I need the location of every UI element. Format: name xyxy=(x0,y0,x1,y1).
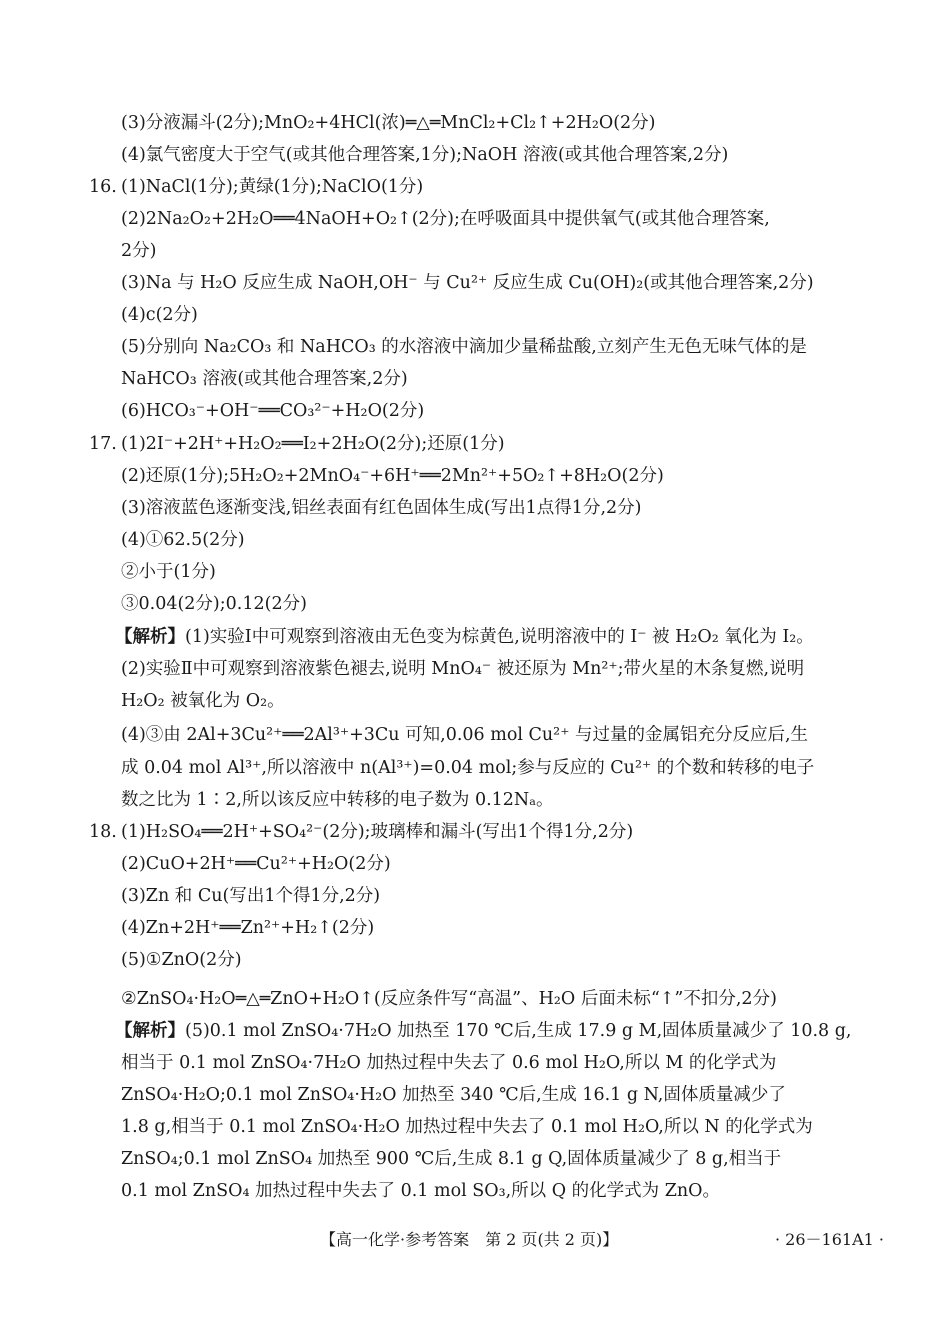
footer-code: · 26－161A1 · xyxy=(775,1230,884,1249)
text-line: ZnSO₄;0.1 mol ZnSO₄ 加热至 900 ℃后,生成 8.1 g Q,固体质量减少了 8 g,相当于 xyxy=(121,1149,782,1169)
text-line: (4)c(2分) xyxy=(121,305,198,325)
text-line: (5)①ZnO(2分) xyxy=(121,950,242,970)
text-line: (4)氯气密度大于空气(或其他合理答案,1分);NaOH 溶液(或其他合理答案,2分) xyxy=(121,145,729,165)
text-line: (5)0.1 mol ZnSO₄·7H₂O 加热至 170 ℃后,生成 17.9 g M,固体质量减少了 10.8 g, xyxy=(185,1021,852,1041)
text-line: (1)NaCl(1分);黄绿(1分);NaClO(1分) xyxy=(121,177,424,197)
text-line: 数之比为 1∶2,所以该反应中转移的电子数为 0.12Nₐ。 xyxy=(121,790,554,810)
text-line: ②ZnSO₄·H₂O═△═ZnO+H₂O↑(反应条件写“高温”、H₂O 后面未标“↑”不扣分,2分) xyxy=(121,989,777,1009)
text-line: NaHCO₃ 溶液(或其他合理答案,2分) xyxy=(121,369,408,389)
text-line: (1)实验Ⅰ中可观察到溶液由无色变为棕黄色,说明溶液中的 I⁻ 被 H₂O₂ 氧化为 I₂。 xyxy=(185,627,814,647)
footer-title: 【高一化学·参考答案 第 2 页(共 2 页)】 xyxy=(320,1230,619,1249)
text-line: 1.8 g,相当于 0.1 mol ZnSO₄·H₂O 加热过程中失去了 0.1 mol H₂O,所以 N 的化学式为 xyxy=(121,1117,813,1137)
question-number-17: 17. xyxy=(89,434,117,454)
text-line: H₂O₂ 被氧化为 O₂。 xyxy=(121,691,285,711)
text-line: 相当于 0.1 mol ZnSO₄·7H₂O 加热过程中失去了 0.6 mol H₂O,所以 M 的化学式为 xyxy=(121,1053,777,1073)
analysis-label: 【解析】 xyxy=(115,1021,185,1041)
text-line: (2)还原(1分);5H₂O₂+2MnO₄⁻+6H⁺══2Mn²⁺+5O₂↑+8H₂O(2分) xyxy=(121,466,664,486)
text-line: (3)分液漏斗(2分);MnO₂+4HCl(浓)═△═MnCl₂+Cl₂↑+2H₂O(2分) xyxy=(121,113,656,133)
text-line: 0.1 mol ZnSO₄ 加热过程中失去了 0.1 mol SO₃,所以 Q 的化学式为 ZnO。 xyxy=(121,1181,720,1201)
text-line: 成 0.04 mol Al³⁺,所以溶液中 n(Al³⁺)=0.04 mol;参与反应的 Cu²⁺ 的个数和转移的电子 xyxy=(121,758,815,778)
text-line: ③0.04(2分);0.12(2分) xyxy=(121,594,307,614)
analysis-block xyxy=(115,1019,870,1043)
page-footer xyxy=(0,1227,950,1251)
text-line: (2)CuO+2H⁺══Cu²⁺+H₂O(2分) xyxy=(121,854,391,874)
text-line: (3)溶液蓝色逐渐变浅,铝丝表面有红色固体生成(写出1点得1分,2分) xyxy=(121,498,642,518)
text-line: (3)Zn 和 Cu(写出1个得1分,2分) xyxy=(121,886,381,906)
text-line: (5)分别向 Na₂CO₃ 和 NaHCO₃ 的水溶液中滴加少量稀盐酸,立刻产生无色无味气体的是 xyxy=(121,337,807,357)
text-line: (1)H₂SO₄══2H⁺+SO₄²⁻(2分);玻璃棒和漏斗(写出1个得1分,2分) xyxy=(121,822,634,842)
text-line: (3)Na 与 H₂O 反应生成 NaOH,OH⁻ 与 Cu²⁺ 反应生成 Cu(OH)₂(或其他合理答案,2分) xyxy=(121,273,814,293)
text-line: (4)①62.5(2分) xyxy=(121,530,245,550)
question-number-16: 16. xyxy=(89,177,117,197)
text-line: ②小于(1分) xyxy=(121,562,216,582)
text-line: (4)Zn+2H⁺══Zn²⁺+H₂↑(2分) xyxy=(121,918,375,938)
text-line: (6)HCO₃⁻+OH⁻══CO₃²⁻+H₂O(2分) xyxy=(121,401,425,421)
question-number-18: 18. xyxy=(89,822,117,842)
analysis-block xyxy=(115,625,870,649)
text-line: (1)2I⁻+2H⁺+H₂O₂══I₂+2H₂O(2分);还原(1分) xyxy=(121,434,505,454)
text-line: (2)实验Ⅱ中可观察到溶液紫色褪去,说明 MnO₄⁻ 被还原为 Mn²⁺;带火星的木条复燃,说明 xyxy=(121,659,805,679)
text-line: (2)2Na₂O₂+2H₂O══4NaOH+O₂↑(2分);在呼吸面具中提供氧气(或其他合理答案, xyxy=(121,209,770,229)
text-line: ZnSO₄·H₂O;0.1 mol ZnSO₄·H₂O 加热至 340 ℃后,生成 16.1 g N,固体质量减少了 xyxy=(121,1085,786,1105)
analysis-label: 【解析】 xyxy=(115,627,185,647)
text-line: (4)③由 2Al+3Cu²⁺══2Al³⁺+3Cu 可知,0.06 mol Cu²⁺ 与过量的金属铝充分反应后,生 xyxy=(121,725,809,745)
text-line: 2分) xyxy=(121,241,157,261)
